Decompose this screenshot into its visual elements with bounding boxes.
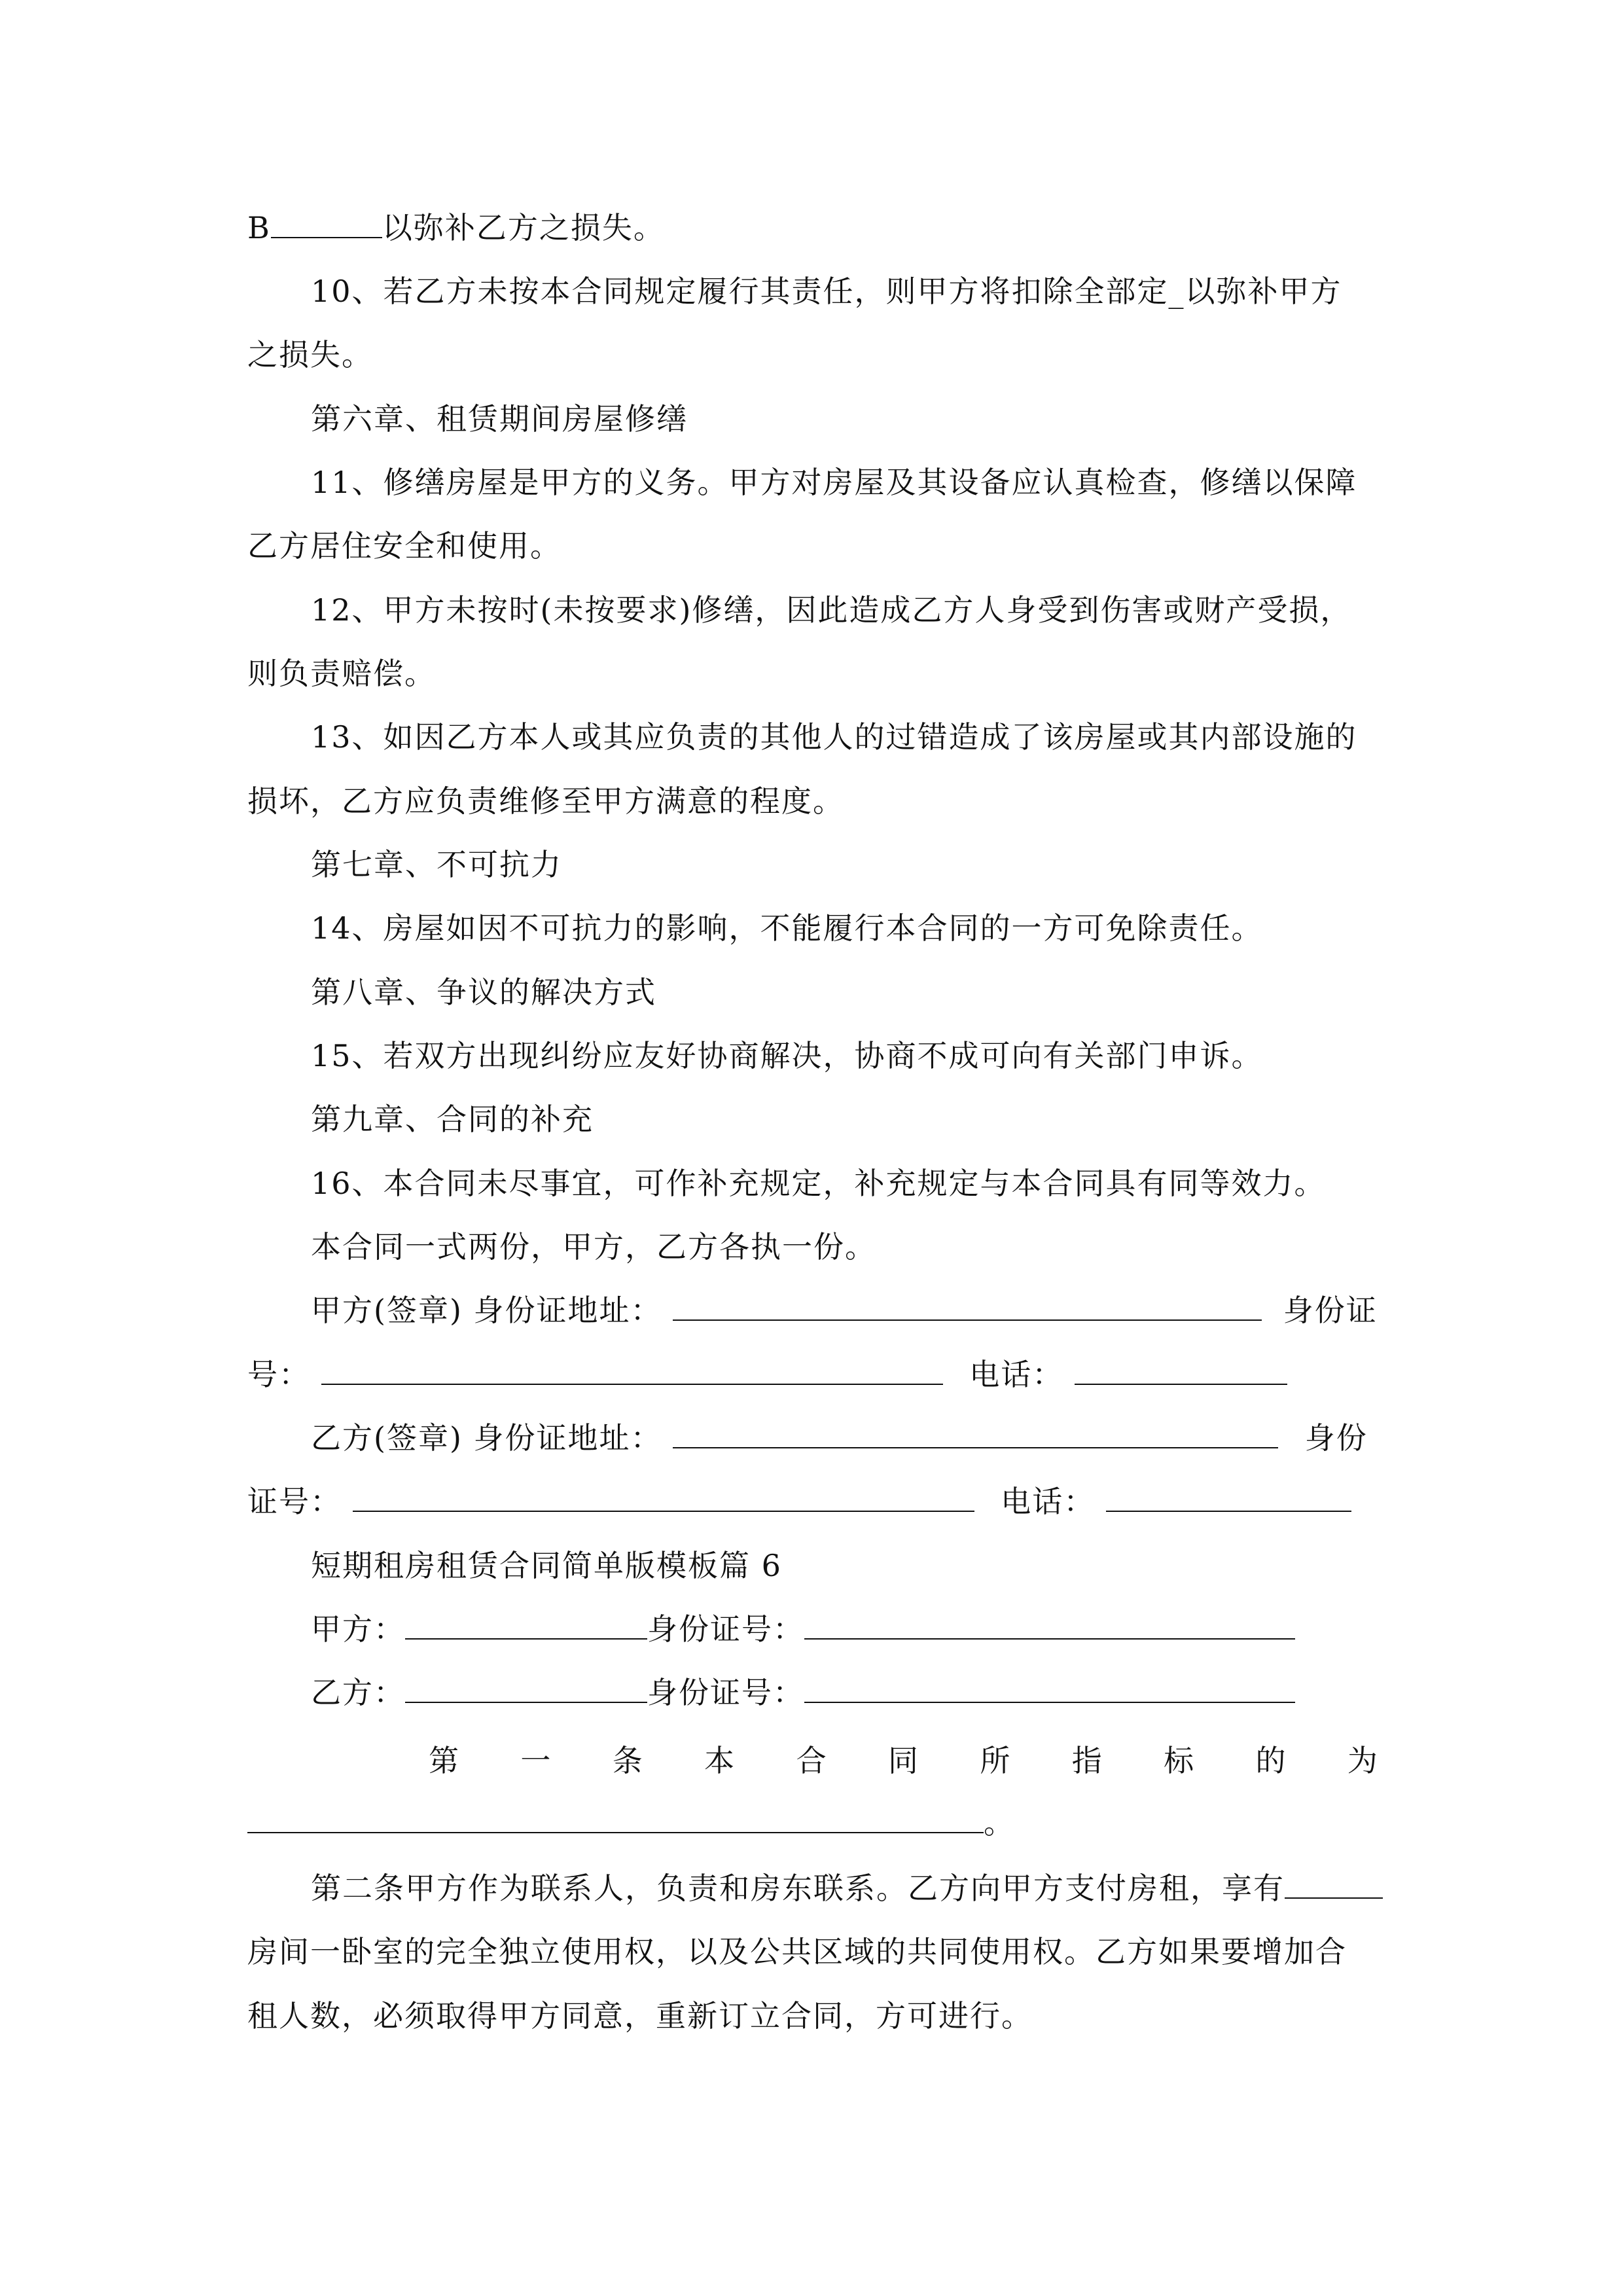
spread-char: 所 xyxy=(980,1743,1010,1778)
party-b-phone-label: 电话： xyxy=(1001,1484,1096,1519)
party-b-name-field[interactable] xyxy=(405,1676,647,1703)
clause-13-line2: 损坏，乙方应负责维修至甲方满意的程度。 xyxy=(247,783,844,819)
party-a-id-field[interactable] xyxy=(321,1357,943,1385)
spread-char: 的 xyxy=(1255,1743,1286,1778)
article-2-line3: 租人数，必须取得甲方同意，重新订立合同，方可进行。 xyxy=(247,1998,1033,2034)
party-b-address-field[interactable] xyxy=(673,1421,1278,1448)
article-2-line2: 房间一卧室的完全独立使用权，以及公共区域的共同使用权。乙方如果要增加合 xyxy=(247,1934,1347,1969)
spread-char: 标 xyxy=(1164,1743,1194,1778)
template-section-title: 短期租房租赁合同简单版模板篇 6 xyxy=(311,1548,782,1583)
spread-char: 本 xyxy=(704,1743,735,1778)
clause-15: 15、若双方出现纠纷应友好协商解决，协商不成可向有关部门申诉。 xyxy=(311,1038,1263,1073)
article-2-line1 xyxy=(311,1869,1383,1908)
party-a-address-label: 甲方(签章) 身份证地址： xyxy=(311,1293,662,1328)
party-a-phone-label: 电话： xyxy=(969,1357,1064,1392)
text-compensate-b: 以弥补乙方之损失。 xyxy=(382,210,665,245)
party-b-id-field[interactable] xyxy=(353,1484,974,1512)
party-a-id-number-field[interactable] xyxy=(804,1612,1295,1640)
spread-char: 为 xyxy=(1347,1743,1378,1778)
party-b-id-line xyxy=(247,1482,1351,1521)
article-1-spread-line xyxy=(429,1741,1378,1780)
chapter-9-heading: 第九章、合同的补充 xyxy=(311,1102,594,1137)
party-a-line xyxy=(311,1609,1295,1649)
spread-char: 第 xyxy=(429,1743,459,1778)
party-a-label: 甲方： xyxy=(311,1611,405,1647)
party-b-id-label-part1: 身份 xyxy=(1304,1420,1368,1456)
clause-10-line2: 之损失。 xyxy=(247,337,373,372)
clause-11-line2: 乙方居住安全和使用。 xyxy=(247,528,562,564)
copies-statement: 本合同一式两份，甲方，乙方各执一份。 xyxy=(311,1229,876,1265)
party-b-id-number-field[interactable] xyxy=(804,1676,1295,1703)
period: 。 xyxy=(984,1805,1015,1840)
party-b-address-label: 乙方(签章) 身份证地址： xyxy=(311,1420,662,1456)
party-b-line xyxy=(311,1673,1295,1712)
spread-char: 合 xyxy=(796,1743,827,1778)
article-2-room-field[interactable] xyxy=(1285,1871,1383,1899)
party-a-id-label-part1: 身份证 xyxy=(1283,1293,1378,1328)
party-b-address-line xyxy=(311,1418,1368,1458)
party-a-id-label-part2: 号： xyxy=(247,1357,310,1392)
chapter-7-heading: 第七章、不可抗力 xyxy=(311,847,562,882)
article-2-text: 第二条甲方作为联系人，负责和房东联系。乙方向甲方支付房租，享有 xyxy=(311,1871,1285,1906)
spread-char: 同 xyxy=(887,1743,918,1778)
chapter-6-heading: 第六章、租赁期间房屋修缮 xyxy=(311,401,688,437)
spread-char: 指 xyxy=(1071,1743,1102,1778)
party-b-phone-field[interactable] xyxy=(1106,1484,1351,1512)
spread-char: 一 xyxy=(520,1743,551,1778)
clause-11-line1: 11、修缮房屋是甲方的义务。甲方对房屋及其设备应认真检查，修缮以保障 xyxy=(311,465,1357,500)
party-b-label: 乙方： xyxy=(311,1675,405,1710)
clause-16: 16、本合同未尽事宜，可作补充规定，补充规定与本合同具有同等效力。 xyxy=(311,1166,1326,1201)
party-a-id-line xyxy=(247,1355,1287,1394)
party-b-id-label: 身份证号： xyxy=(647,1675,804,1710)
spread-char: 条 xyxy=(612,1743,643,1778)
party-a-id-label: 身份证号： xyxy=(647,1611,804,1647)
clause-12-line2: 则负责赔偿。 xyxy=(247,656,436,691)
party-a-phone-field[interactable] xyxy=(1075,1357,1287,1385)
chapter-8-heading: 第八章、争议的解决方式 xyxy=(311,975,656,1010)
clause-14: 14、房屋如因不可抗力的影响，不能履行本合同的一方可免除责任。 xyxy=(311,910,1263,946)
article-1-blank-line xyxy=(247,1803,1015,1842)
clause-13-line1: 13、如因乙方本人或其应负责的其他人的过错造成了该房屋或其内部设施的 xyxy=(311,719,1357,755)
party-a-address-line xyxy=(311,1291,1378,1330)
clause-10-line1: 10、若乙方未按本合同规定履行其责任，则甲方将扣除全部定_以弥补甲方 xyxy=(311,274,1342,309)
article-1-target-field[interactable] xyxy=(247,1806,984,1833)
clause-12-line1: 12、甲方未按时(未按要求)修缮，因此造成乙方人身受到伤害或财产受损， xyxy=(311,592,1352,628)
party-b-id-label-part2: 证号： xyxy=(247,1484,342,1519)
party-a-address-field[interactable] xyxy=(673,1293,1262,1321)
line-b-compensation xyxy=(247,208,665,247)
party-a-name-field[interactable] xyxy=(405,1612,647,1640)
blank-underline xyxy=(271,211,382,238)
text-b: B xyxy=(247,210,271,245)
